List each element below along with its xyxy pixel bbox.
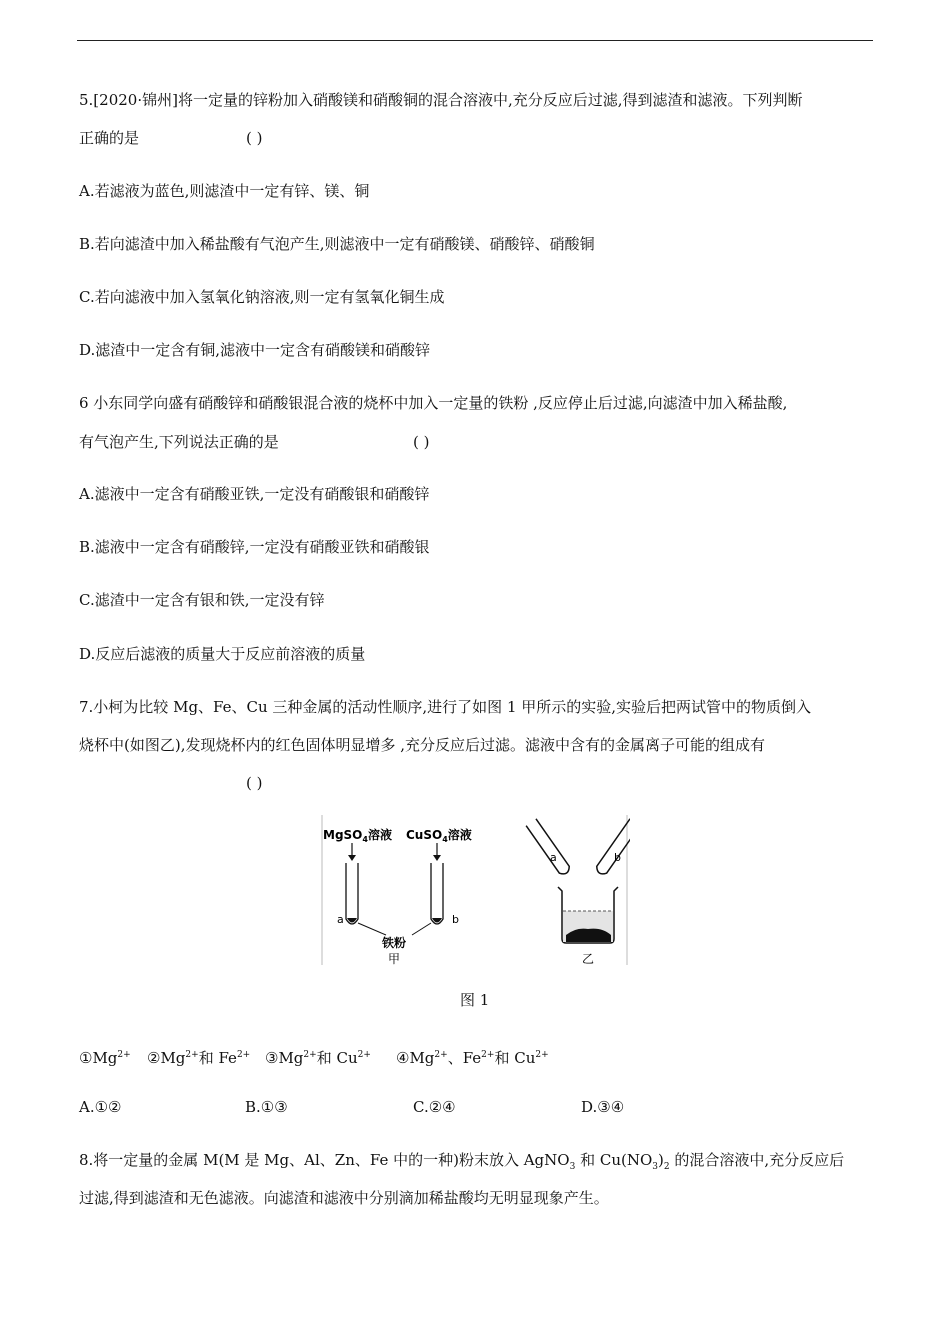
experiment-diagram [320, 815, 630, 967]
ion-combo-1: $①Mg^{2+}$ [79, 1049, 131, 1067]
arrow-head-cuso4 [433, 855, 441, 861]
tube-b-label: b [452, 913, 459, 926]
test-tube-b [431, 863, 443, 924]
q6-option-b: B.滤液中一定含有硝酸锌,一定没有硝酸亚铁和硝酸银 [79, 538, 430, 556]
label-cuso4: CuSO$_4$溶液 [406, 828, 472, 844]
q6-stem-line2: 有气泡产生,下列说法正确的是 [79, 433, 279, 451]
q7-stem-line1: 7.小柯为比较 Mg、Fe、Cu 三种金属的活动性顺序,进行了如图 1 甲所示的实验,实验后把两试管中的物质倒入 [79, 698, 812, 716]
q7-stem-line2: 烧杯中(如图乙),发现烧杯内的红色固体明显增多 ,充分反应后过滤。滤液中含有的金属离子可能的组成有 [79, 736, 766, 754]
q7-choice-d: D.③④ [581, 1098, 625, 1116]
tilted-tube-a [526, 819, 571, 877]
experiment-figure [320, 815, 630, 967]
yi-label: 乙 [582, 952, 595, 966]
q5-option-b: B.若向滤渣中加入稀盐酸有气泡产生,则滤液中一定有硝酸镁、硝酸锌、硝酸铜 [79, 235, 595, 253]
figure-caption: 图 1 [460, 991, 490, 1009]
q6-stem-line1: 6 小东同学向盛有硝酸锌和硝酸银混合液的烧杯中加入一定量的铁粉 ,反应停止后过滤,向滤渣中加入稀盐酸, [79, 394, 788, 412]
tube-a-label: a [337, 913, 344, 926]
ion-combo-4: $④Mg^{2+}$、$Fe^{2+}$和 $Cu^{2+}$ [396, 1049, 549, 1067]
q8-stem-line2: 过滤,得到滤渣和无色滤液。向滤渣和滤液中分别滴加稀盐酸均无明显现象产生。 [79, 1189, 609, 1207]
tilted-b-label: b [614, 851, 621, 864]
q7-choice-c: C.②④ [413, 1098, 456, 1116]
q5-option-a: A.若滤液为蓝色,则滤渣中一定有锌、镁、铜 [79, 182, 370, 200]
jia-label: 甲 [388, 952, 401, 966]
pointer-line-b [412, 923, 431, 935]
iron-powder-label: 铁粉 [382, 936, 407, 950]
ion-combo-2: $②Mg^{2+}$和 $Fe^{2+}$ [147, 1049, 251, 1067]
q8-stem-line1: 8.将一定量的金属 M(M 是 Mg、Al、Zn、Fe 中的一种)粉末放入 AgNO$_3$ 和 $Cu(NO_3)_2$ 的混合溶液中,充分反应后 [79, 1151, 845, 1172]
q5-option-c: C.若向滤液中加入氢氧化钠溶液,则一定有氢氧化铜生成 [79, 288, 445, 306]
test-tube-a [346, 863, 358, 924]
header-rule [77, 40, 873, 41]
pointer-line-a [358, 923, 386, 935]
q5-option-d: D.滤渣中一定含有铜,滤液中一定含有硝酸镁和硝酸锌 [79, 341, 431, 359]
q5-stem-line2: 正确的是 [79, 129, 140, 147]
q6-option-c: C.滤渣中一定含有银和铁,一定没有锌 [79, 591, 325, 609]
q5-answer-blank: ( ) [246, 129, 263, 147]
q5-stem-line1: 5.[2020·锦州]将一定量的锌粉加入硝酸镁和硝酸铜的混合溶液中,充分反应后过滤,得到滤渣和滤液。下列判断 [79, 91, 803, 109]
q6-option-d: D.反应后滤液的质量大于反应前溶液的质量 [79, 645, 366, 663]
tilted-a-label: a [550, 851, 557, 864]
q7-choice-b: B.①③ [245, 1098, 288, 1116]
q6-answer-blank: ( ) [413, 433, 430, 451]
tilted-tube-b [594, 819, 630, 877]
q7-choice-a: A.①② [79, 1098, 122, 1116]
q7-answer-blank: ( ) [246, 774, 263, 792]
arrow-head-mgso4 [348, 855, 356, 861]
label-mgso4: MgSO$_4$溶液 [323, 828, 392, 844]
q6-option-a: A.滤液中一定含有硝酸亚铁,一定没有硝酸银和硝酸锌 [79, 485, 430, 503]
ion-combo-3: $③Mg^{2+}$和 $Cu^{2+}$ [265, 1049, 371, 1067]
